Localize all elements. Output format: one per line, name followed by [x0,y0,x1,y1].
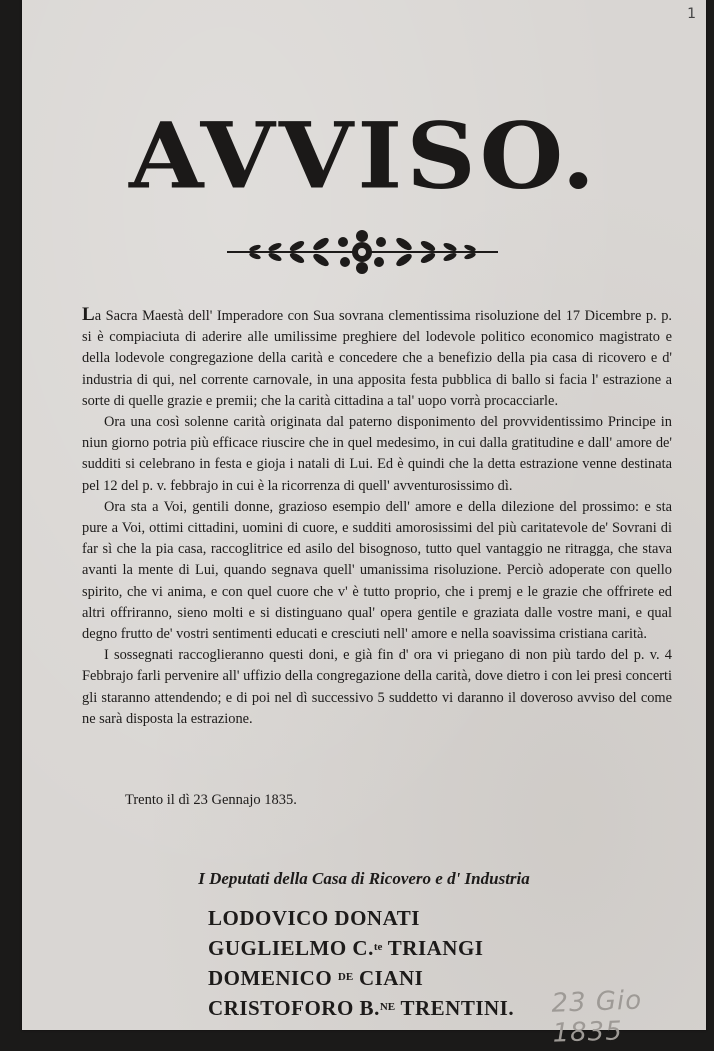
poster-sheet [22,0,706,1049]
corner-mark: 1 [687,6,696,22]
date-line: Trento il dì 23 Gennajo 1835. [125,792,297,808]
floral-ornament-icon [225,228,500,276]
notice-body [82,304,672,730]
poster-title: AVVISO. [128,101,600,210]
signatory: DOMENICO $^{DE}$ CIANI [208,966,424,990]
deputies-heading: I Deputati della Casa di Ricovero e d' Industria [198,869,530,888]
signatory: GUGLIELMO C.$^{te}$ TRIANGI [208,936,484,960]
paragraph-1 [82,304,672,412]
signatory: CRISTOFORO B.$^{NE}$ TRENTINI. [208,996,515,1020]
paragraph-3: Ora sta a Voi, gentili donne, grazioso esempio dell' amore e della dilezione del prossimo: e sta pure a Voi, ottimi cittadini, uomini di cuore, e sudditi amorosissimi del più caritatevole de' Sovrani di far sì che la pia casa, raccoglitrice ed asilo del bisognoso, tutto quel vantaggio ne ritragga, che stava avanti la mente di Lui, quando segnava quell' umanissima risoluzione. Perciò adoperate con quello spirito, che vi anima, e con quel cuore che v' è tutto proprio, che i premj e le grazie che offrirete ed altri offriranno, sieno molti e si distinguano qual' opera gentile e graziata dalle vostre mani, e qual degno frutto de' vostri sentimenti educati e cresciuti nell' amore e nella soavissima cristiana carità. [82,498,672,643]
paragraph-2: Ora una così solenne carità originata dal paterno disponimento del provvidentissimo Principe in niun giorno potria più efficace riuscire che in quel medesimo, in cui dalla gratitudine e dall' amore de' sudditi si celebrano in festa e gioja i natali di Lui. Ed è quindi che la detta estrazione venne destinata pel 12 del p. v. febbrajo in cui è la ricorrenza di quell' avventurosissimo dì. [82,414,672,494]
paragraph-1-text: a Sacra Maestà dell' Imperadore con Sua sovrana clementissima risoluzione del 17 Dicembre p. p. si è compiaciuta di aderire alle umilissime preghiere del lodevole politico economico magistrato e della lodevole congregazione della carità e concedere che a benefizio della pia casa di ricovero e d' industria di qui, nel corrente carnovale, in una apposita festa pubblica di ballo si facia l' estrazione a sorte di quelle grazie e premii; che la carità cittadina a tal' uopo vorrà procacciarle. [82,308,672,409]
drop-cap: L [82,304,95,325]
handwritten-date-note: 23 Gio 1835 [550,985,643,1049]
signatory: LODOVICO DONATI [208,906,420,930]
paragraph-4: I sossegnati raccoglieranno questi doni, e già fin d' ora vi priegano di non più tardo del p. v. 4 Febbrajo farli pervenire all' uffizio della congregazione della carità, dove dietro i con lei presi concerti gli staranno attendendo; e di poi nel dì successivo 5 suddetto vi daranno il doveroso avviso del come ne sarà disposta la estrazione. [82,647,672,727]
signatories-list [208,904,514,1023]
